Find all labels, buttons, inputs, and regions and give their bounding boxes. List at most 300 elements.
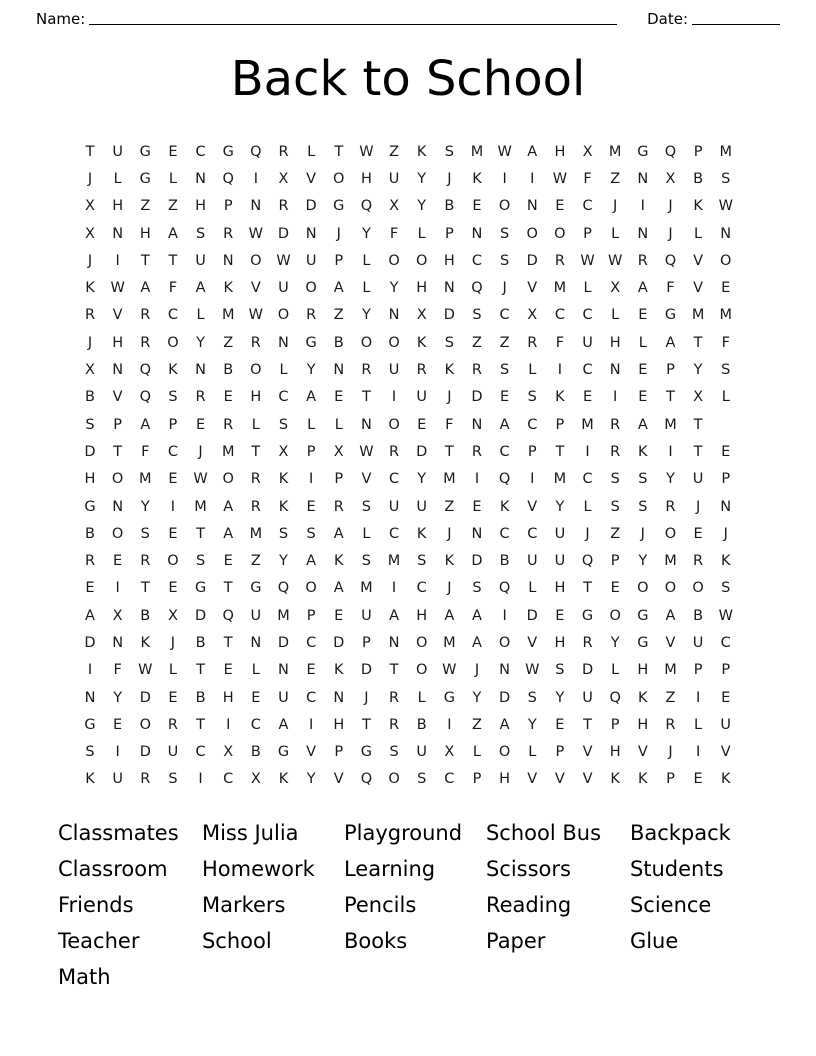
grid-cell[interactable]: T bbox=[389, 662, 399, 679]
grid-cell[interactable]: R bbox=[223, 225, 234, 242]
grid-cell[interactable]: P bbox=[555, 744, 565, 761]
grid-cell[interactable]: Z bbox=[140, 198, 151, 215]
grid-cell[interactable]: H bbox=[554, 580, 566, 597]
grid-cell[interactable]: O bbox=[498, 634, 511, 651]
date-write-line[interactable] bbox=[692, 23, 780, 25]
grid-cell[interactable]: J bbox=[447, 389, 452, 406]
grid-cell[interactable]: G bbox=[333, 198, 345, 215]
grid-cell[interactable]: W bbox=[276, 252, 291, 269]
grid-cell[interactable]: E bbox=[638, 389, 648, 406]
grid-cell[interactable]: H bbox=[416, 607, 428, 624]
grid-cell[interactable]: O bbox=[609, 607, 621, 624]
grid-cell[interactable]: S bbox=[361, 498, 372, 515]
grid-cell[interactable]: K bbox=[334, 662, 344, 679]
grid-cell[interactable]: R bbox=[195, 389, 206, 406]
grid-cell[interactable]: L bbox=[279, 362, 288, 379]
grid-cell[interactable]: E bbox=[693, 771, 703, 788]
grid-cell[interactable]: G bbox=[664, 307, 677, 324]
grid-cell[interactable]: G bbox=[194, 580, 207, 597]
word-list-item[interactable]: Paper bbox=[485, 929, 546, 954]
grid-cell[interactable]: T bbox=[223, 580, 233, 597]
grid-cell[interactable]: V bbox=[333, 771, 344, 788]
grid-cell[interactable]: R bbox=[389, 443, 400, 460]
grid-cell[interactable]: O bbox=[111, 525, 124, 542]
grid-cell[interactable]: W bbox=[359, 443, 374, 460]
grid-cell[interactable]: Y bbox=[306, 362, 316, 379]
grid-cell[interactable]: X bbox=[167, 607, 178, 624]
grid-cell[interactable]: S bbox=[85, 744, 95, 761]
grid-cell[interactable]: J bbox=[336, 225, 341, 242]
grid-cell[interactable]: R bbox=[416, 362, 427, 379]
grid-cell[interactable]: G bbox=[637, 143, 649, 160]
grid-cell[interactable]: P bbox=[583, 225, 592, 242]
grid-cell[interactable]: G bbox=[250, 580, 262, 597]
grid-cell[interactable]: R bbox=[140, 307, 151, 324]
grid-cell[interactable]: C bbox=[167, 443, 178, 460]
grid-cell[interactable]: I bbox=[557, 362, 563, 379]
grid-cell[interactable]: Y bbox=[417, 471, 427, 488]
grid-cell[interactable]: C bbox=[499, 443, 510, 460]
grid-cell[interactable]: N bbox=[305, 225, 317, 242]
grid-cell[interactable]: L bbox=[721, 389, 730, 406]
grid-cell[interactable]: X bbox=[85, 198, 95, 215]
grid-cell[interactable]: V bbox=[693, 280, 704, 297]
grid-cell[interactable]: V bbox=[306, 744, 317, 761]
grid-cell[interactable]: B bbox=[223, 362, 234, 379]
grid-cell[interactable]: X bbox=[444, 744, 455, 761]
grid-cell[interactable]: C bbox=[499, 525, 510, 542]
word-list-item[interactable]: Classmates bbox=[58, 821, 179, 846]
grid-cell[interactable]: H bbox=[360, 170, 372, 187]
grid-cell[interactable]: Y bbox=[361, 307, 371, 324]
grid-cell[interactable]: O bbox=[720, 252, 732, 269]
grid-cell[interactable]: Z bbox=[610, 170, 621, 187]
grid-cell[interactable]: E bbox=[334, 607, 344, 624]
grid-cell[interactable]: K bbox=[334, 553, 344, 570]
grid-cell[interactable]: Z bbox=[333, 307, 344, 324]
grid-cell[interactable]: I bbox=[474, 471, 480, 488]
grid-cell[interactable]: I bbox=[308, 471, 314, 488]
grid-cell[interactable]: T bbox=[361, 716, 371, 733]
grid-cell[interactable]: T bbox=[113, 443, 123, 460]
grid-cell[interactable]: Q bbox=[581, 553, 594, 570]
grid-cell[interactable]: P bbox=[168, 416, 178, 433]
grid-cell[interactable]: N bbox=[195, 362, 206, 379]
grid-cell[interactable]: D bbox=[526, 607, 538, 624]
grid-cell[interactable]: O bbox=[498, 198, 511, 215]
grid-cell[interactable]: U bbox=[416, 744, 427, 761]
grid-cell[interactable]: K bbox=[555, 389, 565, 406]
grid-cell[interactable]: R bbox=[333, 498, 344, 515]
grid-cell[interactable]: G bbox=[139, 143, 151, 160]
grid-cell[interactable]: C bbox=[388, 525, 400, 542]
grid-cell[interactable]: W bbox=[525, 662, 540, 679]
grid-cell[interactable]: P bbox=[555, 416, 565, 433]
grid-cell[interactable]: M bbox=[608, 143, 622, 160]
grid-cell[interactable]: X bbox=[85, 362, 95, 379]
grid-cell[interactable]: I bbox=[695, 744, 701, 761]
grid-cell[interactable]: N bbox=[84, 689, 96, 706]
grid-cell[interactable]: X bbox=[527, 307, 538, 324]
grid-cell[interactable]: H bbox=[222, 689, 234, 706]
word-list-item[interactable]: Glue bbox=[629, 929, 679, 954]
grid-cell[interactable]: V bbox=[582, 771, 593, 788]
grid-cell[interactable]: D bbox=[139, 744, 151, 761]
grid-cell[interactable]: N bbox=[250, 634, 262, 651]
word-list-item[interactable]: Miss Julia bbox=[201, 821, 299, 846]
grid-cell[interactable]: B bbox=[195, 689, 206, 706]
grid-cell[interactable]: Y bbox=[527, 716, 537, 733]
grid-cell[interactable]: L bbox=[113, 170, 122, 187]
grid-cell[interactable]: L bbox=[196, 307, 205, 324]
grid-cell[interactable]: J bbox=[585, 525, 590, 542]
grid-cell[interactable]: M bbox=[719, 307, 732, 324]
grid-cell[interactable]: E bbox=[638, 307, 648, 324]
grid-cell[interactable]: E bbox=[721, 689, 731, 706]
grid-cell[interactable]: X bbox=[112, 607, 123, 624]
grid-cell[interactable]: M bbox=[664, 416, 677, 433]
grid-cell[interactable]: D bbox=[139, 689, 151, 706]
grid-cell[interactable]: J bbox=[668, 744, 673, 761]
grid-cell[interactable]: U bbox=[112, 771, 123, 788]
grid-cell[interactable]: T bbox=[140, 252, 150, 269]
grid-cell[interactable]: U bbox=[112, 143, 123, 160]
grid-cell[interactable]: V bbox=[250, 280, 261, 297]
grid-cell[interactable]: T bbox=[168, 252, 178, 269]
grid-cell[interactable]: C bbox=[223, 771, 234, 788]
grid-cell[interactable]: X bbox=[278, 443, 289, 460]
grid-cell[interactable]: Y bbox=[196, 334, 205, 351]
grid-cell[interactable]: S bbox=[721, 170, 731, 187]
grid-cell[interactable]: K bbox=[720, 771, 731, 788]
grid-cell[interactable]: M bbox=[249, 525, 263, 542]
grid-cell[interactable]: X bbox=[582, 143, 593, 160]
grid-cell[interactable]: I bbox=[613, 389, 618, 406]
grid-cell[interactable]: T bbox=[583, 580, 592, 597]
grid-cell[interactable]: E bbox=[223, 662, 233, 679]
grid-cell[interactable]: M bbox=[691, 307, 705, 324]
grid-cell[interactable]: U bbox=[416, 498, 427, 515]
grid-cell[interactable]: I bbox=[115, 744, 120, 761]
grid-cell[interactable]: J bbox=[723, 525, 728, 542]
grid-cell[interactable]: H bbox=[112, 334, 124, 351]
grid-cell[interactable]: T bbox=[666, 389, 675, 406]
grid-cell[interactable]: P bbox=[306, 607, 316, 624]
grid-cell[interactable]: H bbox=[554, 143, 566, 160]
grid-cell[interactable]: C bbox=[306, 689, 317, 706]
grid-cell[interactable]: V bbox=[693, 252, 704, 269]
grid-cell[interactable]: E bbox=[113, 716, 123, 733]
grid-cell[interactable]: P bbox=[472, 771, 482, 788]
grid-cell[interactable]: H bbox=[139, 225, 151, 242]
grid-cell[interactable]: V bbox=[112, 307, 123, 324]
grid-cell[interactable]: V bbox=[527, 634, 538, 651]
grid-cell[interactable]: E bbox=[334, 389, 344, 406]
grid-cell[interactable]: S bbox=[306, 525, 316, 542]
grid-cell[interactable]: O bbox=[415, 634, 428, 651]
grid-cell[interactable]: I bbox=[170, 498, 176, 515]
grid-cell[interactable]: S bbox=[444, 143, 454, 160]
grid-cell[interactable]: N bbox=[388, 307, 400, 324]
grid-cell[interactable]: N bbox=[112, 362, 124, 379]
grid-cell[interactable]: L bbox=[417, 689, 426, 706]
grid-cell[interactable]: U bbox=[692, 634, 704, 651]
grid-cell[interactable]: H bbox=[84, 471, 96, 488]
grid-cell[interactable]: T bbox=[196, 662, 205, 679]
grid-cell[interactable]: O bbox=[388, 416, 400, 433]
grid-cell[interactable]: J bbox=[87, 252, 93, 269]
grid-cell[interactable]: S bbox=[610, 498, 620, 515]
grid-cell[interactable]: U bbox=[361, 607, 372, 624]
grid-cell[interactable]: P bbox=[334, 252, 344, 269]
grid-cell[interactable]: M bbox=[387, 553, 401, 570]
grid-cell[interactable]: O bbox=[305, 580, 317, 597]
grid-cell[interactable]: W bbox=[248, 225, 264, 242]
word-list-item[interactable]: Students bbox=[629, 857, 724, 882]
grid-cell[interactable]: G bbox=[277, 744, 290, 761]
grid-cell[interactable]: O bbox=[415, 662, 428, 679]
grid-cell[interactable]: A bbox=[140, 280, 151, 297]
grid-cell[interactable]: R bbox=[693, 553, 704, 570]
grid-cell[interactable]: C bbox=[444, 771, 455, 788]
grid-cell[interactable]: P bbox=[666, 771, 675, 788]
grid-cell[interactable]: L bbox=[528, 744, 537, 761]
grid-cell[interactable]: E bbox=[721, 280, 731, 297]
grid-cell[interactable]: I bbox=[391, 580, 397, 597]
grid-cell[interactable]: L bbox=[611, 225, 620, 242]
grid-cell[interactable]: Q bbox=[664, 143, 677, 160]
grid-cell[interactable]: Q bbox=[222, 607, 234, 624]
grid-cell[interactable]: O bbox=[692, 580, 704, 597]
grid-cell[interactable]: K bbox=[278, 498, 289, 515]
grid-cell[interactable]: L bbox=[583, 280, 592, 297]
grid-cell[interactable]: Z bbox=[472, 716, 482, 733]
grid-cell[interactable]: Y bbox=[555, 498, 565, 515]
grid-cell[interactable]: R bbox=[250, 498, 261, 515]
grid-cell[interactable]: N bbox=[443, 280, 455, 297]
grid-cell[interactable]: P bbox=[334, 744, 344, 761]
grid-cell[interactable]: N bbox=[609, 362, 621, 379]
grid-cell[interactable]: D bbox=[277, 634, 290, 651]
grid-cell[interactable]: O bbox=[664, 525, 677, 542]
grid-cell[interactable]: R bbox=[84, 307, 96, 324]
word-list-item[interactable]: Scissors bbox=[485, 857, 571, 882]
grid-cell[interactable]: B bbox=[693, 170, 704, 187]
grid-cell[interactable]: W bbox=[608, 252, 623, 269]
grid-cell[interactable]: W bbox=[552, 170, 568, 187]
grid-cell[interactable]: S bbox=[610, 471, 620, 488]
grid-cell[interactable]: Y bbox=[389, 280, 399, 297]
grid-cell[interactable]: Y bbox=[417, 170, 427, 187]
grid-cell[interactable]: E bbox=[555, 198, 565, 215]
grid-cell[interactable]: P bbox=[113, 416, 123, 433]
grid-cell[interactable]: J bbox=[502, 280, 507, 297]
grid-cell[interactable]: G bbox=[84, 498, 96, 515]
grid-cell[interactable]: K bbox=[444, 362, 455, 379]
word-list-item[interactable]: Books bbox=[343, 929, 408, 954]
grid-cell[interactable]: O bbox=[305, 280, 317, 297]
grid-cell[interactable]: U bbox=[305, 252, 317, 269]
grid-cell[interactable]: S bbox=[361, 553, 372, 570]
grid-cell[interactable]: N bbox=[112, 634, 124, 651]
grid-cell[interactable]: P bbox=[610, 716, 620, 733]
grid-cell[interactable]: N bbox=[333, 689, 345, 706]
grid-cell[interactable]: G bbox=[139, 170, 151, 187]
grid-cell[interactable]: E bbox=[472, 198, 482, 215]
grid-cell[interactable]: I bbox=[585, 443, 590, 460]
grid-cell[interactable]: W bbox=[248, 307, 264, 324]
grid-cell[interactable]: C bbox=[471, 252, 483, 269]
grid-cell[interactable]: A bbox=[333, 280, 344, 297]
grid-cell[interactable]: O bbox=[333, 170, 345, 187]
grid-cell[interactable]: O bbox=[388, 252, 400, 269]
grid-cell[interactable]: R bbox=[665, 716, 676, 733]
grid-cell[interactable]: S bbox=[500, 225, 510, 242]
word-list-item[interactable]: Reading bbox=[485, 893, 572, 918]
grid-cell[interactable]: M bbox=[443, 471, 456, 488]
grid-cell[interactable]: T bbox=[140, 580, 150, 597]
grid-cell[interactable]: I bbox=[198, 771, 203, 788]
grid-cell[interactable]: Z bbox=[167, 198, 178, 215]
grid-cell[interactable]: R bbox=[389, 716, 400, 733]
grid-cell[interactable]: N bbox=[333, 362, 345, 379]
word-list-item[interactable]: School Bus bbox=[485, 821, 602, 846]
grid-cell[interactable]: V bbox=[554, 771, 565, 788]
grid-cell[interactable]: J bbox=[613, 198, 618, 215]
grid-cell[interactable]: C bbox=[582, 362, 593, 379]
grid-cell[interactable]: U bbox=[582, 334, 593, 351]
grid-cell[interactable]: B bbox=[499, 553, 510, 570]
grid-cell[interactable]: K bbox=[499, 498, 510, 515]
grid-cell[interactable]: H bbox=[609, 334, 621, 351]
grid-cell[interactable]: S bbox=[721, 580, 731, 597]
grid-cell[interactable]: A bbox=[195, 280, 206, 297]
grid-cell[interactable]: B bbox=[444, 198, 455, 215]
grid-cell[interactable]: U bbox=[554, 553, 566, 570]
grid-cell[interactable]: C bbox=[278, 389, 289, 406]
grid-cell[interactable]: J bbox=[447, 580, 452, 597]
grid-cell[interactable]: F bbox=[389, 225, 399, 242]
grid-cell[interactable]: E bbox=[555, 607, 565, 624]
grid-cell[interactable]: L bbox=[362, 252, 371, 269]
grid-cell[interactable]: E bbox=[638, 362, 648, 379]
grid-cell[interactable]: J bbox=[198, 443, 203, 460]
grid-cell[interactable]: K bbox=[85, 280, 95, 297]
grid-cell[interactable]: R bbox=[306, 307, 317, 324]
grid-cell[interactable]: O bbox=[277, 307, 290, 324]
word-list-item[interactable]: Science bbox=[629, 893, 712, 918]
grid-cell[interactable]: L bbox=[334, 416, 343, 433]
grid-cell[interactable]: I bbox=[226, 716, 231, 733]
grid-cell[interactable]: L bbox=[472, 744, 482, 761]
grid-cell[interactable]: E bbox=[610, 580, 620, 597]
grid-cell[interactable]: A bbox=[85, 607, 95, 624]
word-list-item[interactable]: Learning bbox=[343, 857, 436, 882]
grid-cell[interactable]: Q bbox=[498, 471, 511, 488]
grid-cell[interactable]: U bbox=[388, 170, 400, 187]
grid-cell[interactable]: R bbox=[361, 362, 372, 379]
word-list-item[interactable]: Math bbox=[58, 965, 111, 990]
grid-cell[interactable]: O bbox=[222, 471, 234, 488]
grid-cell[interactable]: Q bbox=[250, 143, 262, 160]
grid-cell[interactable]: G bbox=[637, 634, 649, 651]
grid-cell[interactable]: V bbox=[527, 280, 538, 297]
grid-cell[interactable]: A bbox=[223, 525, 234, 542]
grid-cell[interactable]: R bbox=[389, 689, 400, 706]
grid-cell[interactable]: A bbox=[389, 607, 399, 624]
grid-cell[interactable]: V bbox=[112, 389, 123, 406]
grid-cell[interactable]: O bbox=[388, 334, 400, 351]
grid-cell[interactable]: X bbox=[278, 170, 289, 187]
grid-cell[interactable]: A bbox=[527, 143, 538, 160]
grid-cell[interactable]: F bbox=[583, 170, 592, 187]
grid-cell[interactable]: N bbox=[637, 225, 649, 242]
grid-cell[interactable]: M bbox=[664, 553, 677, 570]
grid-cell[interactable]: H bbox=[250, 389, 262, 406]
grid-cell[interactable]: P bbox=[610, 553, 620, 570]
grid-cell[interactable]: N bbox=[112, 225, 124, 242]
grid-cell[interactable]: I bbox=[502, 170, 507, 187]
grid-cell[interactable]: R bbox=[140, 771, 151, 788]
grid-cell[interactable]: U bbox=[250, 607, 262, 624]
grid-cell[interactable]: S bbox=[417, 553, 427, 570]
grid-cell[interactable]: L bbox=[611, 307, 620, 324]
grid-cell[interactable]: C bbox=[582, 471, 593, 488]
grid-cell[interactable]: M bbox=[443, 634, 456, 651]
grid-cell[interactable]: V bbox=[361, 471, 372, 488]
grid-cell[interactable]: Q bbox=[471, 280, 483, 297]
grid-cell[interactable]: O bbox=[388, 771, 400, 788]
grid-cell[interactable]: F bbox=[555, 334, 565, 351]
grid-cell[interactable]: M bbox=[221, 307, 235, 324]
grid-cell[interactable]: F bbox=[666, 280, 675, 297]
grid-cell[interactable]: X bbox=[333, 443, 344, 460]
grid-cell[interactable]: Q bbox=[360, 198, 373, 215]
word-list-item[interactable]: Friends bbox=[58, 893, 134, 918]
grid-cell[interactable]: Z bbox=[665, 689, 676, 706]
grid-cell[interactable]: L bbox=[251, 416, 260, 433]
grid-cell[interactable]: I bbox=[115, 252, 120, 269]
grid-cell[interactable]: T bbox=[361, 389, 371, 406]
grid-cell[interactable]: C bbox=[527, 525, 538, 542]
grid-cell[interactable]: D bbox=[277, 225, 290, 242]
grid-cell[interactable]: J bbox=[447, 525, 452, 542]
grid-cell[interactable]: C bbox=[527, 416, 538, 433]
grid-cell[interactable]: J bbox=[170, 634, 176, 651]
grid-cell[interactable]: P bbox=[693, 662, 703, 679]
grid-cell[interactable]: T bbox=[444, 443, 454, 460]
grid-cell[interactable]: I bbox=[695, 689, 701, 706]
grid-cell[interactable]: W bbox=[497, 143, 512, 160]
grid-cell[interactable]: H bbox=[195, 198, 207, 215]
grid-cell[interactable]: L bbox=[307, 416, 316, 433]
grid-cell[interactable]: W bbox=[138, 662, 153, 679]
grid-cell[interactable]: Y bbox=[361, 225, 371, 242]
grid-cell[interactable]: S bbox=[278, 525, 289, 542]
grid-cell[interactable]: A bbox=[140, 416, 151, 433]
grid-cell[interactable]: K bbox=[638, 689, 648, 706]
grid-cell[interactable]: V bbox=[637, 744, 648, 761]
grid-cell[interactable]: S bbox=[417, 771, 427, 788]
grid-cell[interactable]: E bbox=[500, 389, 510, 406]
grid-cell[interactable]: N bbox=[222, 252, 234, 269]
grid-cell[interactable]: L bbox=[362, 280, 371, 297]
grid-cell[interactable]: Y bbox=[417, 198, 427, 215]
grid-cell[interactable]: C bbox=[195, 744, 206, 761]
grid-cell[interactable]: K bbox=[278, 771, 289, 788]
grid-cell[interactable]: R bbox=[140, 334, 151, 351]
grid-cell[interactable]: S bbox=[168, 389, 178, 406]
